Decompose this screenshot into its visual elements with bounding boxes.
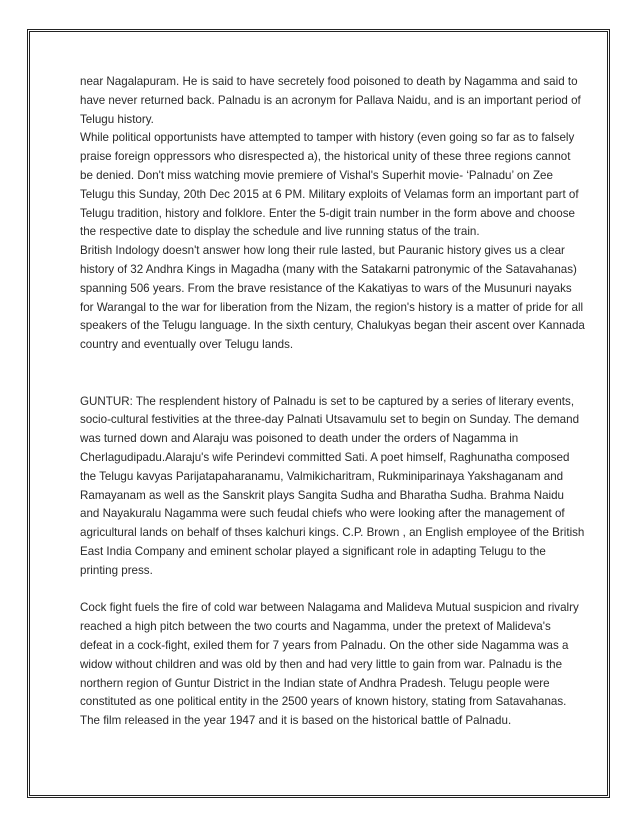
section-1 (80, 73, 585, 355)
paragraph: British Indology doesn't answer how long their rule lasted, but Pauranic history gives us a clear history of 32 Andhra Kings in Magadha (many with the Satakarni patronymic of the Satavahanas) spanning 506 years. From the brave resistance of the Kakatiyas to wars of the Musunuri nayaks for Warangal to the war for liberation from the Nizam, the region's history is a matter of pride for all speakers of the Telugu language. In the sixth century, Chalukyas began their ascent over Kannada country and eventually over Telugu lands. (80, 244, 585, 352)
paragraph: near Nagalapuram. He is said to have secretely food poisoned to death by Nagamma and said to have never returned back. Palnadu is an acronym for Pallava Naidu, and is an important period of Telugu history. (80, 75, 581, 126)
section-spacer (80, 581, 585, 600)
document-body (80, 73, 585, 731)
section-2 (80, 393, 585, 581)
paragraph: While political opportunists have attempted to tamper with history (even going so far as to falsely praise foreign oppressors who disrespected a), the historical unity of these three regions cannot be denied. Don't miss watching movie premiere of Vishal's Superhit movie- ‘Palnadu’ on Zee Telugu this Sunday, 20th Dec 2015 at 6 PM. Military exploits of Velamas form an important part of Telugu tradition, history and folklore. Enter the 5-digit train number in the form above and choose the respective date to display the schedule and live running status of the train. (80, 131, 579, 239)
section-spacer (80, 355, 585, 393)
paragraph: GUNTUR: The resplendent history of Palnadu is set to be captured by a series of literary events, socio-cultural festivities at the three-day Palnati Utsavamulu set to begin on Sunday. The demand was turned down and Alaraju was poisoned to death under the orders of Nagamma in Cherlagudipadu.Alaraju's wife Perindevi committed Sati. A poet himself, Raghunatha composed the Telugu kavyas Parijatapaharanamu, Valmikicharitram, Rukminiparinaya Yakshaganam and Ramayanam as well as the Sanskrit plays Sangita Sudha and Bharatha Sudha. Brahma Naidu and Nayakuralu Nagamma were such feudal chiefs who were looking after the management of agricultural lands on behalf of thses kalchuri kings. C.P. Brown , an English employee of the British East India Company and eminent scholar played a significant role in adapting Telugu to the printing press. (80, 394, 585, 577)
paragraph: Cock fight fuels the fire of cold war between Nalagama and Malideva Mutual suspicion and rivalry reached a high pitch between the two courts and Nagamma, under the pretext of Malideva's defeat in a cock-fight, exiled them for 7 years from Palnadu. On the other side Nagamma was a widow without children and was old by then and had very little to gain from war. Palnadu is the northern region of Guntur District in the Indian state of Andhra Pradesh. Telugu people were constituted as one political entity in the 2500 years of known history, stating from Satavahanas. The film released in the year 1947 and it is based on the historical battle of Palnadu. (80, 601, 579, 728)
section-3 (80, 599, 585, 731)
